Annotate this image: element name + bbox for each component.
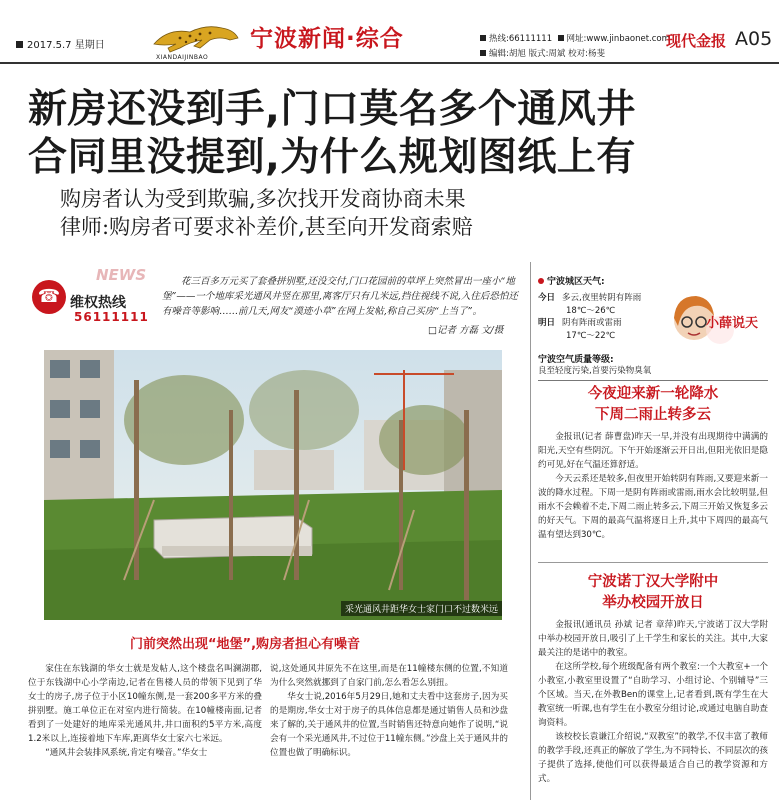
air-quality-title: 宁波空气质量等级: — [538, 355, 614, 365]
header-rule — [0, 62, 779, 64]
byline: □记者 方磊 文/摄 — [428, 325, 504, 336]
school-news-body: 金报讯(通讯员 孙斌 记者 章萍)昨天,宁波诺丁汉大学附中举办校园开放日,吸引了上千学生和家长的关注。其中,大家最关注的是诺中的教室。 在这所学校,每个班级配备有两个教室:一个大教室+一个小教室,小教室里设置了“自助学习、小组讨论、个别辅导”三个区域。当天,在外教Ben的课堂上,记者看到,既有学生在大教室统一听课,也有学生在小教室分组讨论,或通过电脑自助查询资料。 该校校长袁谦江介绍说,“双教室”的教学,不仅丰富了教师的教学手段,还真正的解放了学生,为不同特长、不同层次的孩子提供了选择,使他们可以获得最适合自己的教学资源和方式。 — [538, 620, 768, 784]
weather-news-body: 金报讯(记者 薛曹盘)昨天一早,并没有出现期待中满满的阳光,天空有些阴沉。下午开始逐渐云开日出,但阳光依旧是隐约可见,好在气温还算舒适。 今天云系还是较多,但夜里开始转阴有阵雨,又要迎来新一波的降水过程。下周一是阴有阵雨或雷雨,雨水会比较明显,但雨水不会赖着不走,下周二雨止转多云,下周三开始又恢复多云的好天气。下周的最高气温将逐日上升,其中下周四的最高气温有望达到30℃。 — [538, 432, 768, 540]
column-divider — [530, 262, 531, 800]
weather-news-headline: 今夜迎来新一轮降水 下周二雨止转多云 — [587, 386, 719, 423]
weather-forecast: 今日 多云,夜里转阴有阵雨 18℃～26℃ 明日 阴有阵雨或雷雨 17℃～22℃ — [538, 293, 642, 341]
article-photo — [44, 350, 502, 620]
phone-icon: ☎ — [32, 280, 66, 314]
article-subhead: 门前突然出现“地堡”,购房者担心有噪音 — [130, 637, 361, 652]
issue-date: 2017.5.7 星期日 — [16, 36, 105, 51]
hotline-title: 维权热线 — [70, 295, 126, 311]
mascot-label: 小薛说天 — [706, 316, 759, 331]
lead-paragraph: 花三百多万元买了套叠拼别墅,还没交付,门口花园前的草坪上突然冒出一座小“地堡”——一个地库采光通风井竖在那里,离客厅只有几米远,挡住视线不说,入住后恐怕还有噪音等影响……前几天,网友“漠迹小草”在网上发帖,称自己买房“上当了”。 — [162, 276, 518, 317]
news-watermark: NEWS — [96, 266, 147, 284]
right-column-rule — [538, 562, 768, 563]
section-title: 宁波新闻·综合 — [250, 26, 404, 52]
brand-name: 现代金报 — [666, 32, 727, 50]
air-quality-text: 良至轻度污染,首要污染物臭氧 — [538, 366, 652, 376]
photo-illustration — [44, 350, 502, 620]
leopard-logo-icon — [150, 18, 240, 56]
logo-text: XIANDAIJINBAO — [156, 54, 209, 61]
sub-headline: 购房者认为受到欺骗,多次找开发商协商未果 律师:购房者可要求补差价,甚至向开发商索赔 — [60, 187, 473, 239]
article-column-2: 说,这处通风井原先不在这里,而是在11幢楼东侧的位置,不知道为什么突然就挪到了自家门前,怎么看怎么别扭。 华女士说,2016年5月29日,她和丈夫看中这套房子,因为买的是期房,华女士对于房子的具体信息都是通过销售人员和沙盘来了解的,关于通风井的位置,当时销售还特意向她作了说明,“说会有一个采光通风井,不过位于11幢东侧。”沙盘上关于通风井的位置也做了明确标识。 — [270, 664, 508, 758]
page-number: A05 — [735, 28, 773, 50]
photo-caption: 采光通风井距华女士家门口不过数米远 — [341, 601, 502, 616]
main-headline: 新房还没到手,门口莫名多个通风井 合同里没提到,为什么规划图纸上有 — [28, 87, 636, 180]
weather-rule — [538, 380, 768, 381]
weather-title: 宁波城区天气: — [538, 274, 605, 287]
hotline-number: 56111111 — [74, 310, 149, 324]
school-news-headline: 宁波诺丁汉大学附中 举办校园开放日 — [587, 574, 719, 611]
article-column-1: 家住在东钱湖的华女士就是发帖人,这个楼盘名叫澜湖郡,位于东钱湖中心小学南边,记者在售楼人员的带领下见到了华女士的房子,房子位于小区10幢东侧,是一套200多平方米的叠拼别墅。施工单位正在对室内进行简装。在10幢楼南面,记者看到了一处建好的地库采光通风井,井口面积约5平方米,高度1.2米以上,连接着地下车库,距离华女士家六七米远。 “通风井会装排风系统,肯定有噪音。”华女士 — [28, 664, 262, 758]
